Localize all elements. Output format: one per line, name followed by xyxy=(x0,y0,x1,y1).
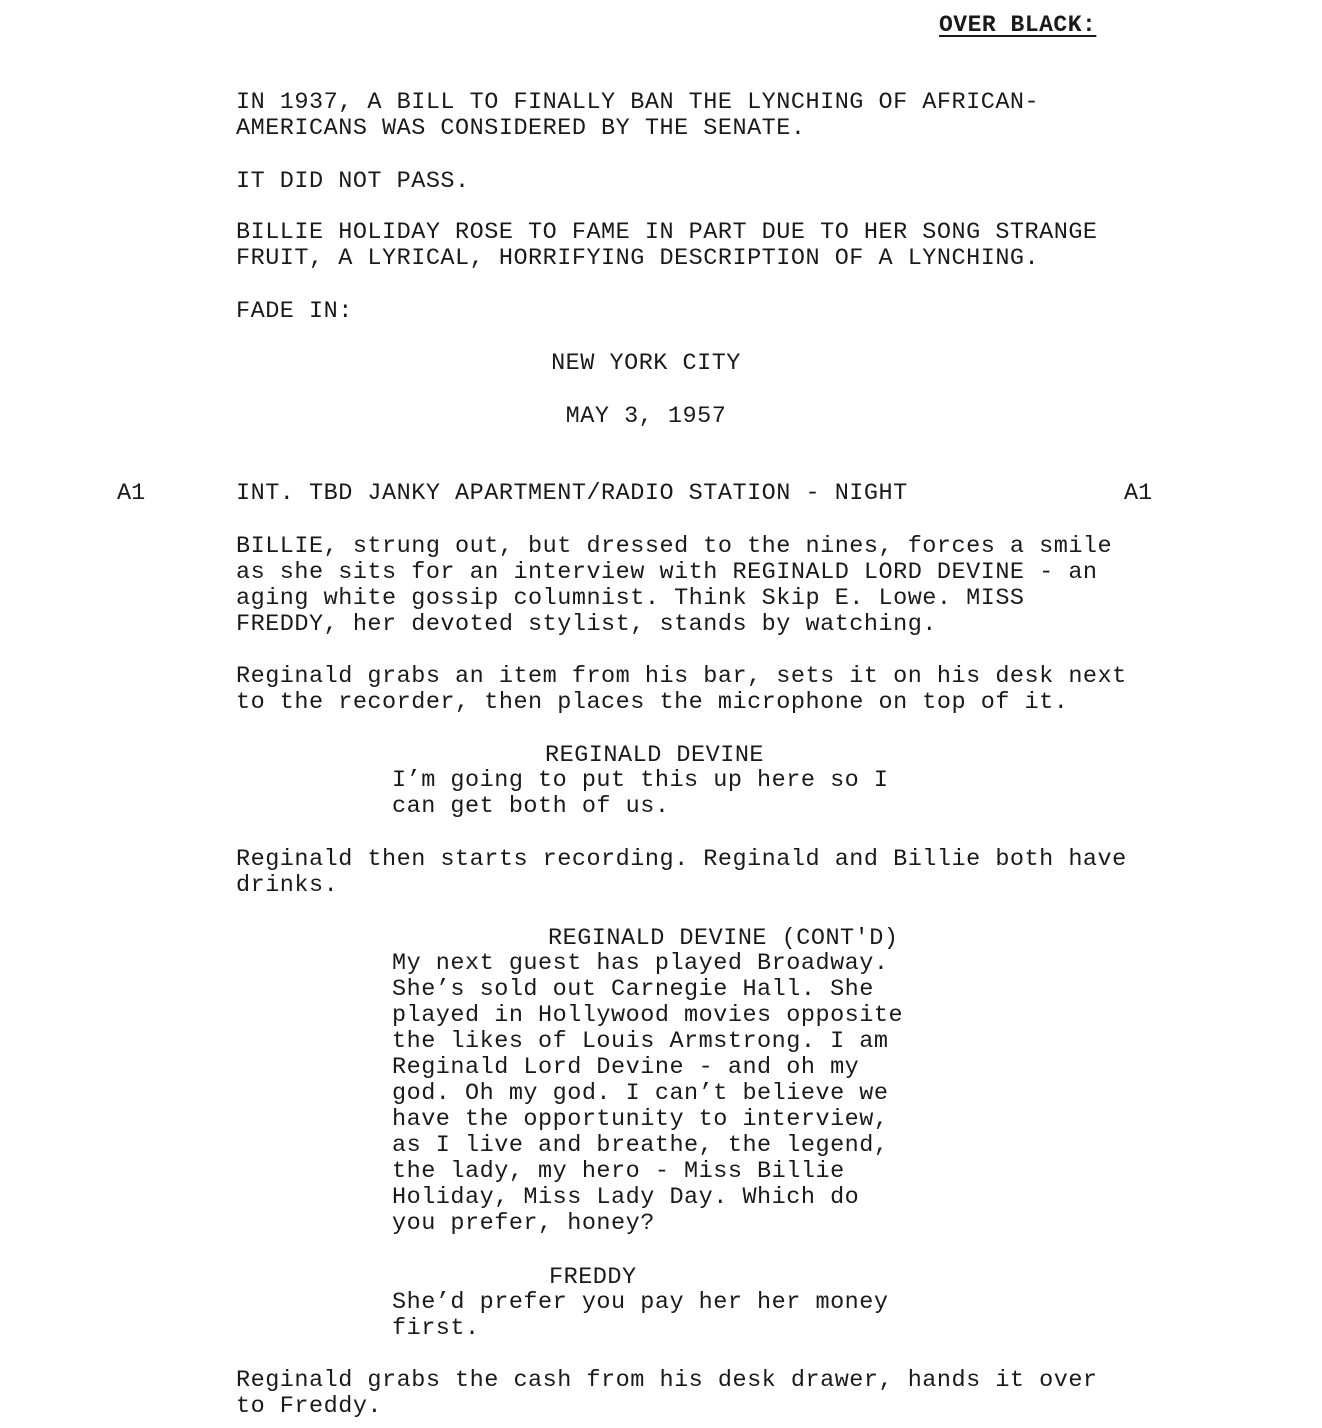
scene-number-right: A1 xyxy=(1124,480,1153,507)
scene-heading: INT. TBD JANKY APARTMENT/RADIO STATION - NIGHT xyxy=(236,480,908,507)
action-paragraph-3: Reginald then starts recording. Reginald and Billie both have drinks. xyxy=(236,846,1127,899)
location-title: NEW YORK CITY xyxy=(551,350,741,377)
intro-paragraph-3: BILLIE HOLIDAY ROSE TO FAME IN PART DUE TO HER SONG STRANGE FRUIT, A LYRICAL, HORRIFYING DESCRIPTION OF A LYNCHING. xyxy=(236,219,1098,272)
character-cue-reginald-contd: REGINALD DEVINE (CONT'D) xyxy=(548,925,899,952)
action-paragraph-2: Reginald grabs an item from his bar, sets it on his desk next to the recorder, then places the microphone on top of it. xyxy=(236,663,1127,716)
action-paragraph-4: Reginald grabs the cash from his desk drawer, hands it over to Freddy. xyxy=(236,1367,1098,1420)
character-cue-reginald: REGINALD DEVINE xyxy=(545,742,765,769)
intro-paragraph-2: IT DID NOT PASS. xyxy=(236,168,470,195)
fade-in-transition: FADE IN: xyxy=(236,298,353,325)
action-paragraph-1: BILLIE, strung out, but dressed to the nines, forces a smile as she sits for an interview with REGINALD LORD DEVINE - an aging white gossip columnist. Think Skip E. Lowe. MISS FREDDY, her devoted stylist, stands by watching. xyxy=(236,533,1113,638)
transition-over-black: OVER BLACK: xyxy=(939,12,1097,38)
dialogue-freddy: She’d prefer you pay her her money first. xyxy=(392,1289,889,1342)
dialogue-reginald-2: My next guest has played Broadway. She’s sold out Carnegie Hall. She played in Hollywood movies opposite the likes of Louis Armstrong. I am Reginald Lord Devine - and oh my god. Oh my god. I can’t believe we have the opportunity to interview, as I live and breathe, the legend, the lady, my hero - Miss Billie Holiday, Miss Lady Day. Which do you prefer, honey? xyxy=(392,950,904,1237)
scene-number-left: A1 xyxy=(117,480,146,507)
intro-paragraph-1: IN 1937, A BILL TO FINALLY BAN THE LYNCHING OF AFRICAN- AMERICANS WAS CONSIDERED BY THE SENATE. xyxy=(236,89,1040,142)
character-cue-freddy: FREDDY xyxy=(549,1264,637,1291)
date-title: MAY 3, 1957 xyxy=(565,403,727,430)
dialogue-reginald-1: I’m going to put this up here so I can get both of us. xyxy=(392,767,889,820)
